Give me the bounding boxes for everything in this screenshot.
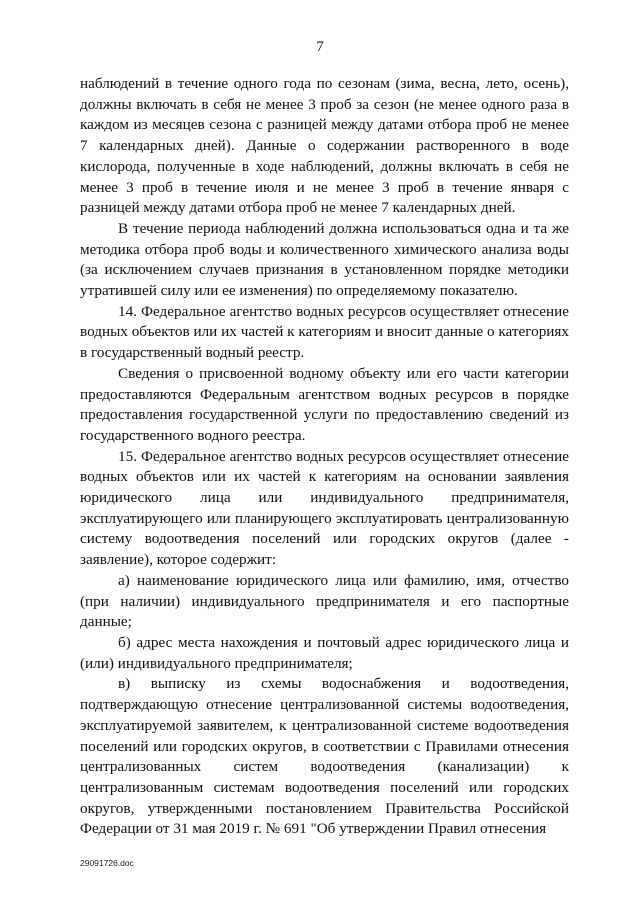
paragraph-item-15: 15. Федеральное агентство водных ресурсов осуществляет отнесение водных объектов или их частей к категориям на основании заявления юридического лица или индивидуального предпринимателя, эксплуатирующего или планирующего эксплуатировать централизованную систему водоотведения поселений или городских округов (далее - заявление), которое содержит:	[80, 447, 569, 569]
paragraph-sampling-requirements: наблюдений в течение одного года по сезонам (зима, весна, лето, осень), должны включать в себя не менее 3 проб за сезон (не менее одного раза в каждом из месяцев сезона с разницей между датами отбора проб не менее 7 календарных дней). Данные о содержании растворенного в воде кислорода, полученные в ходе наблюдений, должны включать в себя не менее 3 проб в течение июля и не менее 3 проб в течение января с разницей между датами отбора проб не менее 7 календарных дней.	[80, 75, 569, 217]
paragraph-methodology: В течение периода наблюдений должна использоваться одна и та же методика отбора проб воды и количественного химического анализа воды (за исключением случаев признания в установленном порядке методики утратившей силу или ее изменения) по определяемому показателю.	[80, 219, 569, 300]
footer-file-name: 29091726.doc	[80, 858, 134, 868]
document-body	[80, 74, 569, 840]
paragraph-item-14: 14. Федеральное агентство водных ресурсов осуществляет отнесение водных объектов или их частей к категориям и вносит данные о категориях в государственный водный реестр.	[80, 302, 569, 362]
page-number: 7	[316, 39, 324, 55]
paragraph-category-info: Сведения о присвоенной водному объекту или его части категории предоставляются Федеральным агентством водных ресурсов в порядке предоставления государственной услуги по предоставлению сведений из государственного водного реестра.	[80, 364, 569, 444]
paragraph-item-15-b: б) адрес места нахождения и почтовый адрес юридического лица и (или) индивидуального предпринимателя;	[80, 633, 569, 672]
paragraph-item-15-a: а) наименование юридического лица или фамилию, имя, отчество (при наличии) индивидуального предпринимателя и его паспортные данные;	[80, 571, 569, 631]
paragraph-item-15-v: в) выписку из схемы водоснабжения и водоотведения, подтверждающую отнесение централизованной системы водоотведения, эксплуатируемой заявителем, к централизованной системе водоотведения поселений или городских округов, в соответствии с Правилами отнесения централизованных систем водоотведения (канализации) к централизованным системам водоотведения поселений или городских округов, утвержденными постановлением Правительства Российской Федерации от 31 мая 2019 г. № 691 "Об утверждении Правил отнесения	[80, 675, 569, 838]
